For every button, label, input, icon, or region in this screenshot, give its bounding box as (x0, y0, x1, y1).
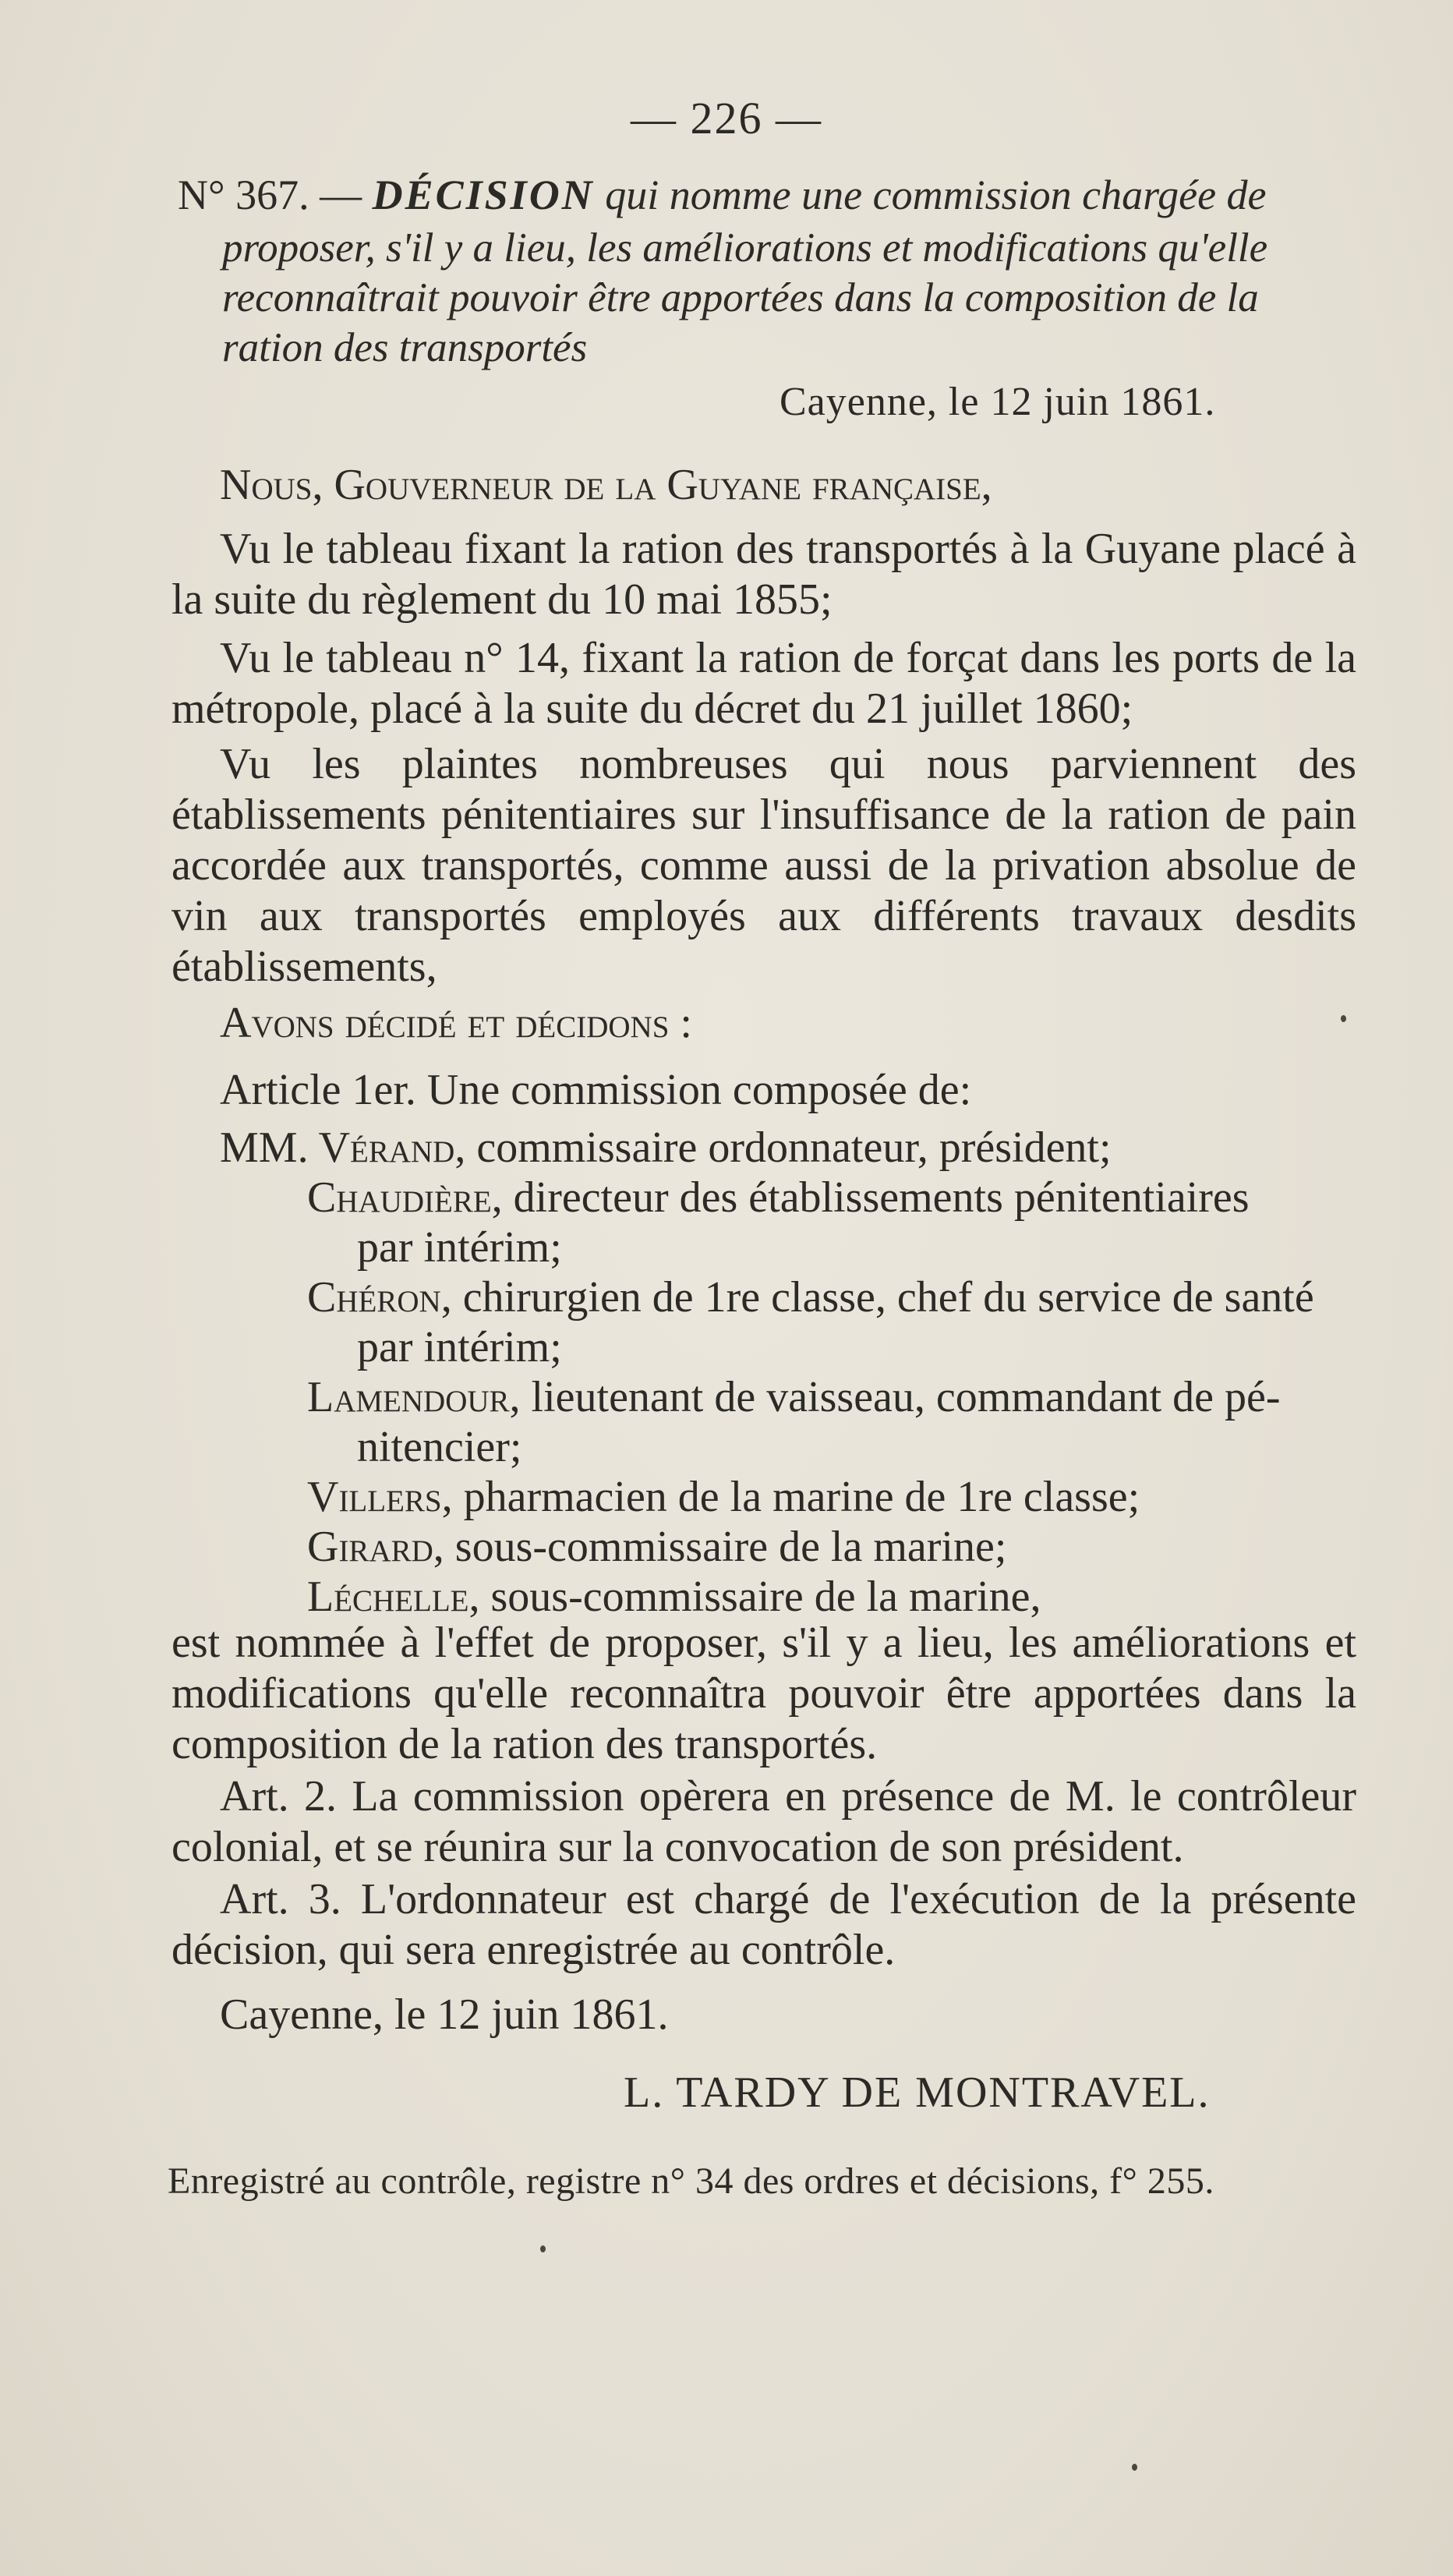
vu-paragraph-2: Vu le tableau n° 14, fixant la ration de forçat dans les ports de la métropole, placé à la suite du décret du 21 juillet 1860; (171, 634, 1356, 733)
decision-heading-rest: proposer, s'il y a lieu, les améliorations et modifications qu'elle reconnaîtrait pouvoir être apportées dans la composition de la ration des transportés (222, 225, 1268, 370)
member-desc: , commissaire ordonnateur, président; (454, 1123, 1112, 1172)
member-desc: , pharmacien de la marine de 1re classe; (441, 1473, 1140, 1521)
heading-first-line: qui nomme une commission chargée de (605, 172, 1267, 218)
member-desc: , directeur des établissements pénitentiaires (491, 1173, 1250, 1222)
nous-gouverneur: Nous, Gouverneur de la Guyane française, (220, 461, 992, 509)
member-desc: , lieutenant de vaisseau, commandant de pé- (509, 1373, 1281, 1421)
member-continuation: nitencier; (357, 1423, 522, 1471)
member-name: Léchelle (307, 1573, 469, 1621)
member-lechelle (307, 1572, 1358, 1622)
member-name: Girard (307, 1523, 433, 1571)
article-2: Art. 2. La commission opèrera en présence de M. le contrôleur colonial, et se réunira sur la convocation de son président. (171, 1772, 1356, 1871)
member-name: Lamendour (307, 1373, 510, 1421)
vu-paragraph-1: Vu le tableau fixant la ration des transportés à la Guyane placé à la suite du règlement du 10 mai 1855; (171, 525, 1356, 624)
member-name: Villers (307, 1473, 442, 1521)
member-continuation: par intérim; (357, 1323, 562, 1371)
article-1: Article 1er. Une commission composée de: (220, 1066, 972, 1114)
member-list (220, 1123, 1358, 1622)
member-desc: , sous-commissaire de la marine; (433, 1523, 1007, 1571)
member-villers (307, 1472, 1358, 1522)
member-name: Chaudière (307, 1173, 492, 1222)
decision-word: DÉCISION (372, 172, 595, 218)
member-chaudiere (307, 1173, 1358, 1272)
ink-speck (540, 2245, 546, 2252)
est-nommee-paragraph: est nommée à l'effet de proposer, s'il y a lieu, les améliorations et modifications qu'elle reconnaîtra pouvoir être apportées dans la composition de la ration des transportés. (171, 1619, 1356, 1768)
ink-speck (1132, 2464, 1137, 2471)
heading-date: Cayenne, le 12 juin 1861. (780, 380, 1216, 424)
member-continuation: par intérim; (357, 1223, 562, 1272)
member-name: Chéron (307, 1273, 441, 1322)
registration-footer: Enregistré au contrôle, registre n° 34 des ordres et décisions, f° 255. (168, 2160, 1214, 2202)
member-desc: , chirurgien de 1re classe, chef du service de santé (440, 1273, 1314, 1322)
member-name: MM. Vérand (220, 1123, 455, 1172)
ink-speck (1341, 1015, 1346, 1022)
page-number: — 226 — (631, 93, 822, 143)
member-desc: , sous-commissaire de la marine, (468, 1573, 1041, 1621)
vu-paragraph-3: Vu les plaintes nombreuses qui nous parviennent des établissements pénitentiaires sur l'insuffisance de la ration de pain accordée aux transportés, comme aussi de la privation absolue de vin aux transportés employés aux différents travaux desdits établissements, (171, 740, 1356, 991)
commission-members (220, 1123, 1358, 1622)
signature: L. TARDY DE MONTRAVEL. (624, 2068, 1211, 2117)
member-girard (307, 1522, 1358, 1572)
member-verand (220, 1123, 1358, 1173)
decision-number: N° 367. — (178, 172, 362, 218)
closing-date: Cayenne, le 12 juin 1861. (220, 1990, 669, 2039)
member-lamendour (307, 1372, 1358, 1472)
member-cheron (307, 1272, 1358, 1372)
decision-heading-line1 (178, 170, 1363, 220)
article-3: Art. 3. L'ordonnateur est chargé de l'exécution de la présente décision, qui sera enregistrée au contrôle. (171, 1875, 1356, 1974)
avons-decide: Avons décidé et décidons : (220, 999, 692, 1047)
